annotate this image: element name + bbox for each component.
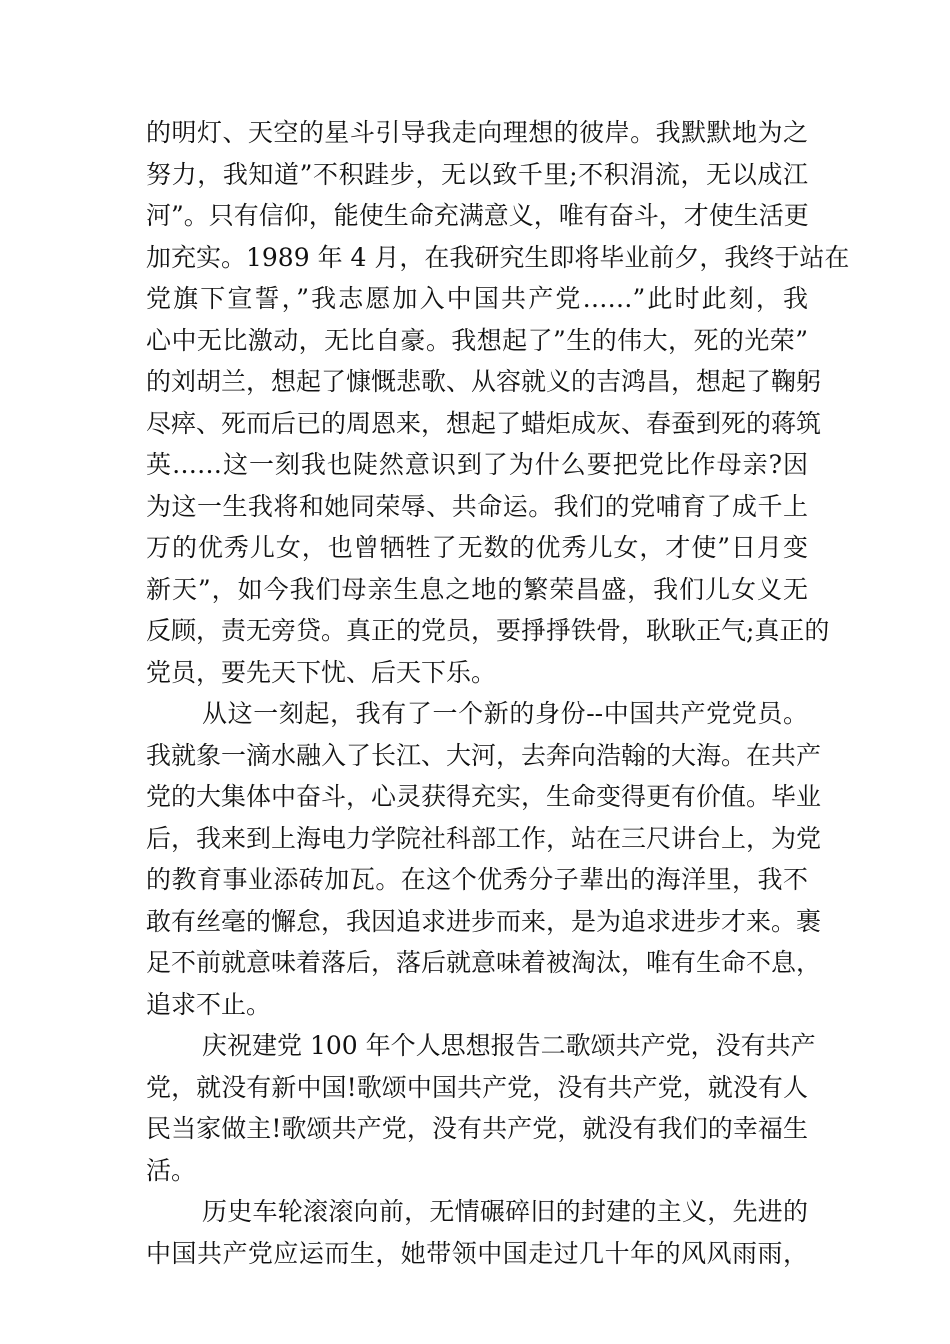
text-line: 庆祝建党 100 年个人思想报告二歌颂共产党，没有共产	[202, 1031, 816, 1060]
text-line: 尽瘁、死而后已的周恩来，想起了蜡炬成灰、春蚕到死的蒋筑	[146, 408, 822, 438]
text-line: 心中无比激动，无比自豪。我想起了”生的伟大，死的光荣”	[146, 325, 808, 355]
text-line: 党旗下宣誓，”我志愿加入中国共产党……”此时此刻，我	[146, 284, 808, 313]
paragraph	[146, 1025, 816, 1191]
text-line: 活。	[146, 1155, 197, 1185]
text-line: 后，我来到上海电力学院社科部工作，站在三尺讲台上，为党	[146, 823, 822, 853]
paragraph	[146, 112, 850, 693]
text-line: 的明灯、天空的星斗引导我走向理想的彼岸。我默默地为之	[146, 118, 808, 147]
text-line: 的刘胡兰，想起了慷慨悲歌、从容就义的吉鸿昌，想起了鞠躬	[146, 367, 822, 396]
document-body	[146, 112, 850, 1274]
text-line: 新天”，如今我们母亲生息之地的繁荣昌盛，我们儿女义无	[146, 574, 808, 604]
text-line: 足不前就意味着落后，落后就意味着被淘汰，唯有生命不息，	[146, 948, 822, 977]
text-line: 我就象一滴水融入了长江、大河，去奔向浩翰的大海。在共产	[146, 740, 822, 770]
text-line: 努力，我知道”不积跬步，无以致千里;不积涓流，无以成江	[146, 159, 808, 189]
paragraph	[146, 693, 822, 1025]
text-line: 党员，要先天下忧、后天下乐。	[146, 657, 497, 687]
text-line: 加充实。1989 年 4 月，在我研究生即将毕业前夕，我终于站在	[146, 242, 850, 272]
text-line: 历史车轮滚滚向前，无情碾碎旧的封建的主义，先进的	[202, 1197, 808, 1226]
text-line: 从这一刻起，我有了一个新的身份--中国共产党党员。	[202, 699, 808, 728]
text-line: 党，就没有新中国!歌颂中国共产党，没有共产党，就没有人	[146, 1072, 808, 1102]
text-line: 河”。只有信仰，能使生命充满意义，唯有奋斗，才使生活更	[146, 201, 809, 230]
text-line: 反顾，责无旁贷。真正的党员，要掙掙铁骨，耿耿正气;真正的	[146, 616, 830, 645]
text-line: 万的优秀儿女，也曾牺牲了无数的优秀儿女，才使”日月变	[146, 533, 808, 562]
paragraph	[146, 1191, 808, 1274]
text-line: 党的大集体中奋斗，心灵获得充实，生命变得更有价值。毕业	[146, 782, 822, 811]
text-line: 中国共产党应运而生，她带领中国走过几十年的风风雨雨，	[146, 1238, 808, 1268]
text-line: 为这一生我将和她同荣辱、共命运。我们的党哺育了成千上	[146, 491, 808, 521]
text-line: 追求不止。	[146, 989, 272, 1019]
text-line: 民当家做主!歌颂共产党，没有共产党，就没有我们的幸福生	[146, 1114, 808, 1143]
text-line: 英……这一刻我也陡然意识到了为什么要把党比作母亲?因	[146, 450, 808, 479]
text-line: 的教育事业添砖加瓦。在这个优秀分子辈出的海洋里，我不	[146, 865, 808, 894]
text-line: 敢有丝毫的懈怠，我因追求进步而来，是为追求进步才来。裹	[146, 906, 822, 936]
